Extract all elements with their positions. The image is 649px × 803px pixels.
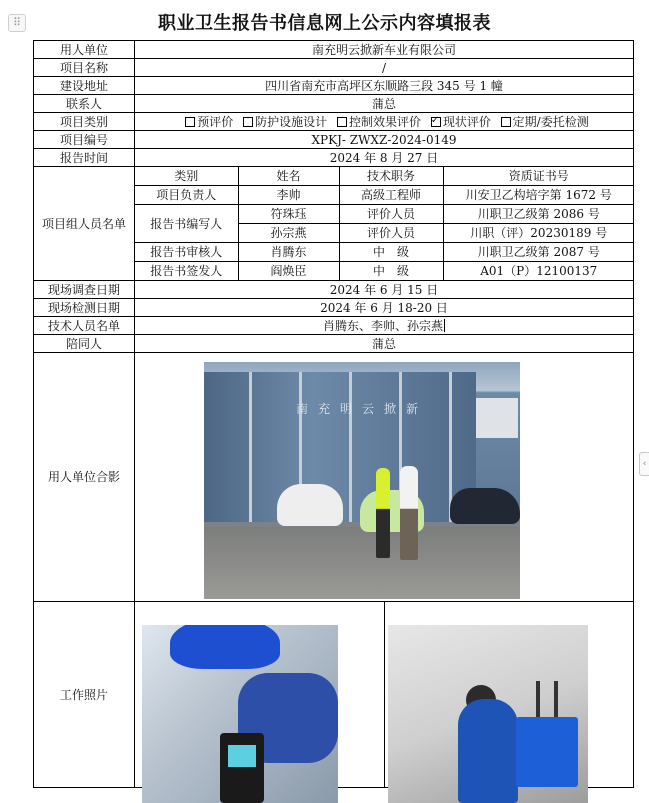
role-cell: 报告书签发人	[135, 262, 238, 281]
row-address	[34, 77, 634, 95]
row-category	[34, 113, 634, 131]
table-row	[135, 243, 634, 262]
row-team	[34, 167, 634, 281]
page-title: 职业卫生报告书信息网上公示内容填报表	[158, 13, 491, 34]
name-cell: 肖腾东	[238, 243, 339, 262]
column-header: 类别	[135, 167, 238, 186]
technicians-label: 技术人员名单	[34, 317, 135, 335]
dark-car	[450, 488, 520, 524]
role-cell: 报告书审核人	[135, 243, 238, 262]
air-sampler-box	[516, 717, 578, 787]
group-photo-image	[204, 362, 520, 599]
column-header: 技术职务	[339, 167, 443, 186]
category-label: 项目类别	[34, 113, 135, 131]
team-table	[135, 167, 634, 280]
cert-cell: A01（P）12100137	[443, 262, 634, 281]
row-employer	[34, 41, 634, 59]
technicians-cell[interactable]	[135, 317, 634, 335]
name-cell: 阎焕臣	[238, 262, 339, 281]
survey-date-value: 2024 年 6 月 15 日	[135, 281, 634, 299]
text-cursor	[444, 319, 445, 332]
worker-body	[458, 699, 518, 803]
option-label: 现状评价	[442, 114, 491, 129]
role-cell: 报告书编写人	[135, 205, 238, 243]
project-no-value: XPKJ- ZWXZ-2024-0149	[135, 131, 634, 149]
person-vest	[376, 468, 390, 558]
checkbox-pre-evaluation[interactable]	[185, 117, 195, 127]
category-options	[135, 113, 634, 131]
name-cell: 李帅	[238, 186, 339, 205]
table-row	[135, 186, 634, 205]
employer-label: 用人单位	[34, 41, 135, 59]
row-escort	[34, 335, 634, 353]
white-car	[277, 484, 343, 526]
title-cell: 中 级	[339, 262, 443, 281]
chevron-left-icon[interactable]: ‹	[639, 452, 649, 476]
project-name-value: /	[135, 59, 634, 77]
drag-handle-icon[interactable]: ⠿	[8, 14, 26, 32]
role-cell: 项目负责人	[135, 186, 238, 205]
cert-cell: 川安卫乙构培字第 1672 号	[443, 186, 634, 205]
sound-level-meter	[220, 733, 264, 803]
survey-date-label: 现场调查日期	[34, 281, 135, 299]
team-label: 项目组人员名单	[34, 167, 135, 281]
row-technicians	[34, 317, 634, 335]
option-label: 防护设施设计	[255, 114, 328, 129]
name-cell: 孙宗燕	[238, 224, 339, 243]
title-cell: 中 级	[339, 243, 443, 262]
row-project-no	[34, 131, 634, 149]
row-inspection-date	[34, 299, 634, 317]
row-group-photo	[34, 353, 634, 602]
team-header-row	[135, 167, 634, 186]
escort-value: 蒲总	[135, 335, 634, 353]
table-row	[135, 205, 634, 224]
row-report-time	[34, 149, 634, 167]
report-time-value: 2024 年 8 月 27 日	[135, 149, 634, 167]
sampling-tube	[536, 681, 540, 721]
technicians-value: 肖腾东、李帅、孙宗燕	[323, 318, 444, 333]
column-header: 姓名	[238, 167, 339, 186]
contact-label: 联系人	[34, 95, 135, 113]
storefront-sign: 南充明云掀新	[296, 402, 429, 416]
side-signboard	[476, 398, 518, 438]
project-no-label: 项目编号	[34, 131, 135, 149]
option-label: 预评价	[197, 114, 234, 129]
inspection-date-value: 2024 年 6 月 18-20 日	[135, 299, 634, 317]
work-photos-label: 工作照片	[34, 602, 135, 788]
cert-cell: 川职（评）20230189 号	[443, 224, 634, 243]
group-photo-cell	[135, 353, 634, 602]
option-label: 控制效果评价	[348, 114, 421, 129]
sampling-tube	[554, 681, 558, 721]
cert-cell: 川职卫乙级第 2086 号	[443, 205, 634, 224]
report-time-label: 报告时间	[34, 149, 135, 167]
row-contact	[34, 95, 634, 113]
address-value: 四川省南充市高坪区东顺路三段 345 号 1 幢	[135, 77, 634, 95]
worker-helmet	[170, 625, 280, 669]
pavement	[204, 527, 520, 599]
row-project-name	[34, 59, 634, 77]
work-photo-noise-meter	[142, 625, 338, 803]
option-label: 定期/委托检测	[512, 114, 589, 129]
title-cell: 评价人员	[339, 224, 443, 243]
cert-cell: 川职卫乙级第 2087 号	[443, 243, 634, 262]
checkbox-periodic-inspection[interactable]	[501, 117, 511, 127]
address-label: 建设地址	[34, 77, 135, 95]
person-white-shirt	[400, 466, 418, 560]
employer-value: 南充明云掀新车业有限公司	[135, 41, 634, 59]
column-header: 资质证书号	[443, 167, 634, 186]
project-name-label: 项目名称	[34, 59, 135, 77]
inspection-date-label: 现场检测日期	[34, 299, 135, 317]
checkbox-control-evaluation[interactable]	[337, 117, 347, 127]
contact-value: 蒲总	[135, 95, 634, 113]
table-row	[135, 262, 634, 281]
work-photo-sampling	[388, 625, 588, 803]
row-survey-date	[34, 281, 634, 299]
title-cell: 评价人员	[339, 205, 443, 224]
checkbox-protection-design[interactable]	[243, 117, 253, 127]
title-cell: 高级工程师	[339, 186, 443, 205]
name-cell: 符珠珏	[238, 205, 339, 224]
escort-label: 陪同人	[34, 335, 135, 353]
group-photo-label: 用人单位合影	[34, 353, 135, 602]
checkbox-status-evaluation[interactable]	[431, 117, 441, 127]
